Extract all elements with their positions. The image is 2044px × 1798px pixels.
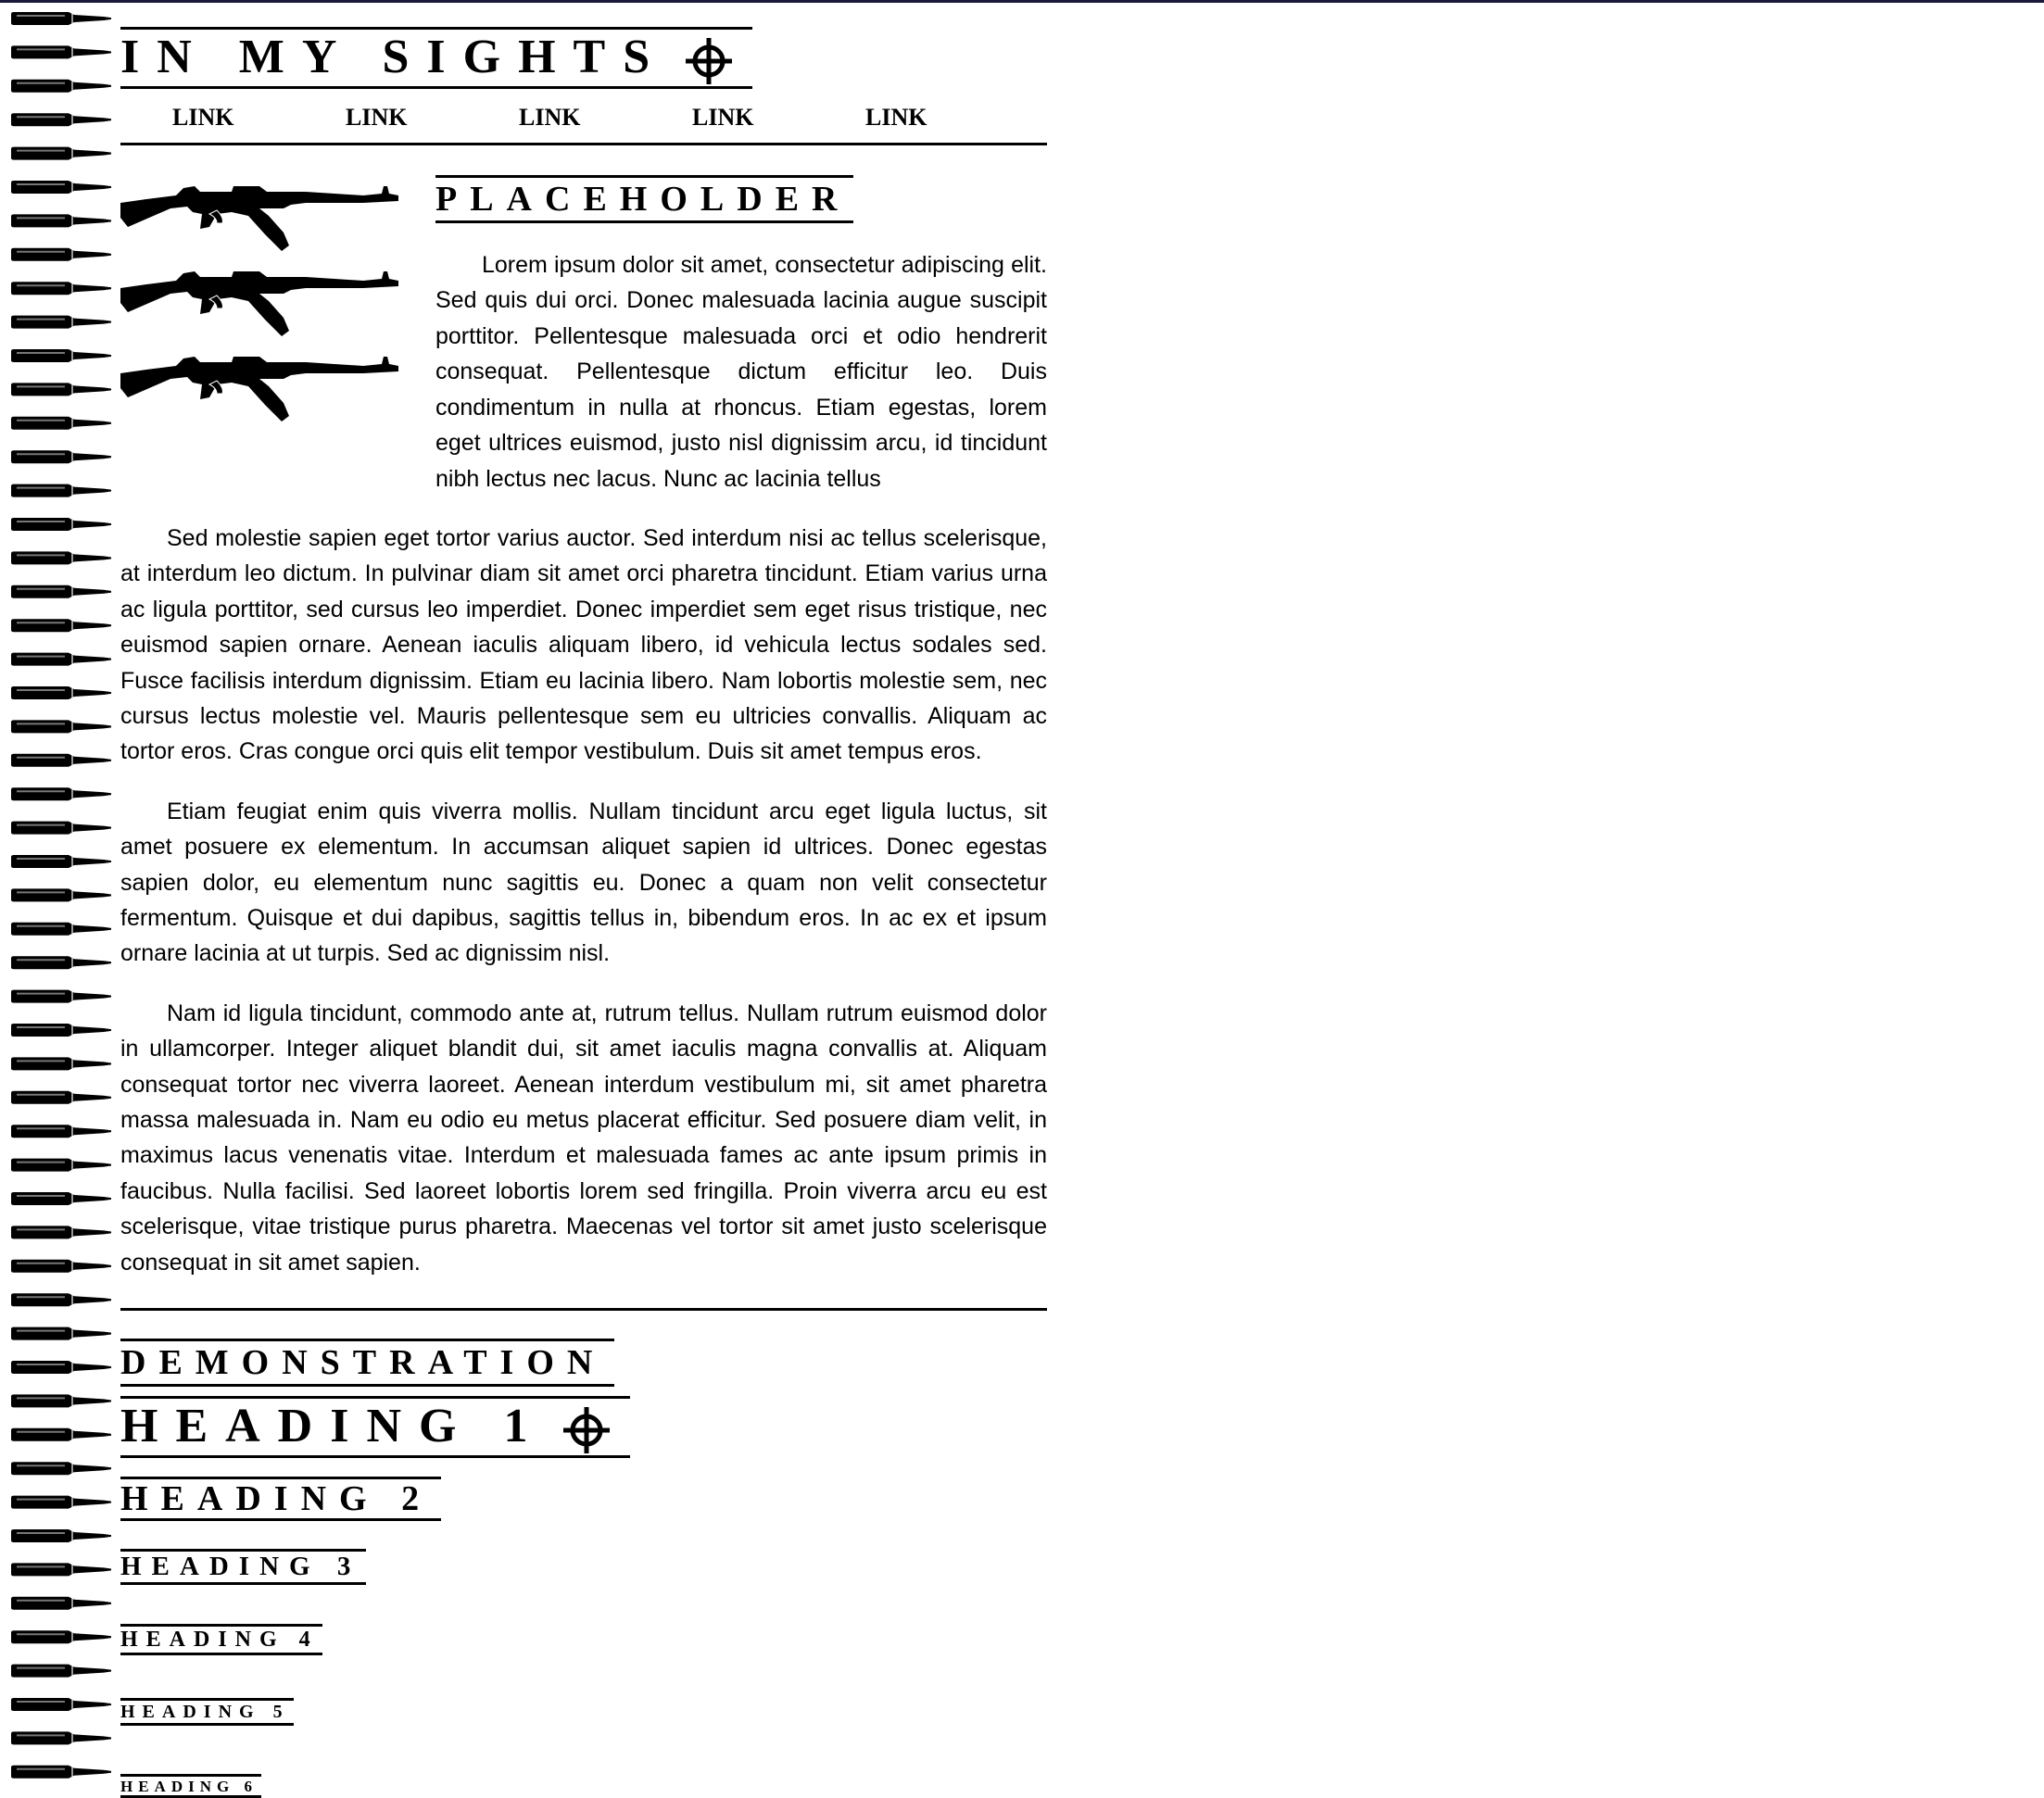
main-content [120,27,1047,1798]
paragraph-1: Lorem ipsum dolor sit amet, consectetur adipiscing elit. Sed quis dui orci. Donec malesuada lacinia augue suscipit porttitor. Pellentesque malesuada orci et odio hendrerit consequat. Pellentesque dictum efficitur leo. Duis condimentum in nulla at rhoncus. Etiam egestas, lorem eget ultrices euismod, justo nisl dignissim arcu, id tincidunt nibh lectus nec lacus. Nunc ac lacinia tellus [435,252,1047,492]
bullet-icon [11,1665,111,1678]
heading-2 [120,1477,1047,1521]
heading-1-text: HEADING 1 [120,1400,546,1453]
bullet-icon [11,1159,111,1172]
rifle-icon [120,260,398,346]
bullet-icon [11,720,111,733]
bullet-icon [11,80,111,93]
bullet-icon [11,450,111,463]
bullet-icon [11,923,111,936]
nav-link-5[interactable]: LINK [865,104,927,132]
bullet-icon [11,822,111,835]
bullet-icon [11,619,111,632]
bullet-icon [11,1394,111,1407]
heading-3 [120,1549,1047,1585]
bullet-icon [11,1327,111,1340]
bullet-icon [11,1057,111,1070]
bullet-icon [11,787,111,800]
heading-2-text: HEADING 2 [120,1477,441,1521]
bullet-icon [11,1293,111,1306]
bullet-icon [11,1091,111,1104]
bullet-icon [11,214,111,227]
site-title-text: IN MY SIGHTS [120,31,668,83]
bullet-icon [11,888,111,901]
crosshair-icon [563,1407,610,1453]
bullet-icon [11,990,111,1003]
heading-6-text: HEADING 6 [120,1774,261,1798]
bullet-icon [11,349,111,362]
heading-5 [120,1698,1047,1726]
bullet-icon [11,282,111,295]
bullet-icon [11,653,111,666]
bullet-icon [11,484,111,497]
paragraph-4: Nam id ligula tincidunt, commodo ante at, rutrum tellus. Nullam rutrum euismod dolor in ullamcorper. Integer aliquet blandit dui, sit amet iaculis magna convallis at. Aliquam consequat tortor nec viverra laoreet. Aenean interdum vestibulum mi, sit amet pharetra massa malesuada in. Nam eu odio eu metus placerat efficitur. Sed posuere diam velit, in maximus lacus venenatis vitae. Interdum et malesuada fames ac ante ipsum primis in faucibus. Nulla facilisi. Sed laoreet lobortis lorem sed fringilla. Proin viverra arcu eu est scelerisque, vitae tristique purus pharetra. Maecenas vel tortor sit amet justo scelerisque consequat in sit amet sapien. [120,1000,1047,1276]
bullet-icon [11,1462,111,1475]
nav-link-3[interactable]: LINK [519,104,581,132]
rifle-images [120,175,435,497]
bullet-icon [11,1766,111,1779]
bullet-icon [11,181,111,194]
main-nav [120,89,1047,145]
bullet-icon [11,113,111,126]
demo-title-text: DEMONSTRATION [120,1339,614,1387]
bullet-icon [11,417,111,430]
site-header [120,27,1047,145]
bullet-icon [11,316,111,329]
bullet-icon [11,518,111,531]
bullet-icon [11,248,111,261]
heading-1 [120,1396,1047,1458]
bullet-icon [11,1024,111,1037]
bullet-icon [11,1125,111,1138]
demo-title [120,1339,1047,1387]
bullet-icon [11,1428,111,1441]
section-divider [120,1308,1047,1311]
nav-link-4[interactable]: LINK [692,104,754,132]
paragraph-3: Etiam feugiat enim quis viverra mollis. Nullam tincidunt arcu eget ligula luctus, sit amet posuere ex elementum. In accumsan aliquet sapien id ultrices. Donec egestas sapien dolor, eu elementum nunc sagittis eu. Donec a quam non velit consectetur fermentum. Quisque et dui dapibus, sagittis tellus in, bibendum eros. In ac ex et ipsum ornare lacinia at ut turpis. Sed ac dignissim nisl. [120,798,1047,967]
bullet-icon [11,1361,111,1374]
bullet-icon [11,1529,111,1542]
bullet-icon [11,1630,111,1643]
article-title: PLACEHOLDER [435,175,853,223]
intro-text [435,175,1047,497]
rifle-icon [120,175,398,260]
bullet-icon [11,1496,111,1509]
bullet-icon [11,1192,111,1205]
crosshair-icon [686,38,732,84]
bullet-icon [11,686,111,699]
heading-4 [120,1624,1047,1655]
heading-4-text: HEADING 4 [120,1624,322,1655]
nav-link-2[interactable]: LINK [346,104,408,132]
bullet-icon [11,1698,111,1711]
bullet-icon [11,1563,111,1576]
article-intro [120,175,1047,497]
bullet-icon [11,956,111,969]
bullet-icon [11,1260,111,1273]
heading-5-text: HEADING 5 [120,1698,294,1726]
bullet-icon [11,585,111,598]
bullet-column [0,3,111,1792]
heading-6 [120,1774,1047,1798]
demo-section [120,1339,1047,1798]
heading-3-text: HEADING 3 [120,1549,366,1585]
bullet-icon [11,1597,111,1610]
bullet-icon [11,12,111,25]
bullet-icon [11,1226,111,1238]
bullet-icon [11,754,111,767]
bullet-icon [11,551,111,564]
rifle-icon [120,346,398,431]
bullet-icon [11,45,111,58]
bullet-icon [11,855,111,868]
site-title [120,27,752,89]
nav-link-1[interactable]: LINK [172,104,234,132]
bullet-icon [11,147,111,160]
bullet-icon [11,383,111,396]
bullet-icon [11,1731,111,1744]
paragraph-2: Sed molestie sapien eget tortor varius auctor. Sed interdum nisi ac tellus scelerisque, at interdum leo dictum. In pulvinar diam sit amet orci pharetra tincidunt. Etiam varius urna ac ligula porttitor, sed cursus leo imperdiet. Donec imperdiet sem eget risus tristique, nec euismod sapien ornare. Aenean iaculis aliquam libero, id vehicula lectus sodales sed. Fusce facilisis interdum dignissim. Etiam eu lacinia libero. Nam lobortis molestie sem, nec cursus lectus molestie vel. Mauris pellentesque sem eu ultricies convallis. Aliquam ac tortor eros. Cras congue orci quis elit tempor vestibulum. Duis sit amet tempus eros. [120,524,1047,765]
